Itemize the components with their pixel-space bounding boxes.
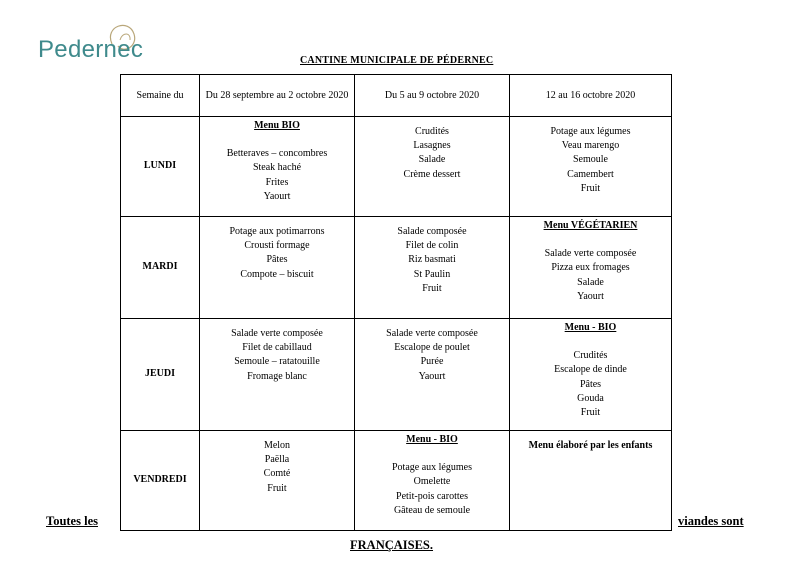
menu-item: Fromage blanc bbox=[247, 370, 307, 382]
week-label-cell: Semaine du bbox=[121, 75, 200, 117]
menu-item: Yaourt bbox=[263, 190, 291, 202]
menu-item: Fruit bbox=[422, 282, 442, 294]
menu-jeudi-w3 bbox=[510, 319, 672, 431]
menu-lundi-w3 bbox=[510, 117, 672, 217]
menu-item: Crousti formage bbox=[244, 240, 310, 252]
menu-item: Escalope de poulet bbox=[394, 342, 470, 354]
menu-item: Gâteau de semoule bbox=[393, 504, 471, 516]
menu-item: Compote – biscuit bbox=[240, 268, 314, 280]
footer-center-text: FRANÇAISES. bbox=[350, 538, 434, 552]
menu-item: Lasagnes bbox=[413, 140, 451, 152]
row-vendredi bbox=[121, 431, 672, 531]
menu-item: Semoule bbox=[573, 154, 608, 166]
menu-item: Salade verte composée bbox=[386, 328, 478, 339]
menu-item: Purée bbox=[420, 356, 444, 368]
menu-lundi-w1 bbox=[200, 117, 355, 217]
menu-label: Menu VÉGÉTARIEN bbox=[543, 220, 638, 231]
menu-item: Camembert bbox=[567, 168, 614, 180]
week-3-header: 12 au 16 octobre 2020 bbox=[510, 75, 672, 117]
menu-jeudi-w1 bbox=[200, 319, 355, 431]
menu-item: Pâtes bbox=[579, 378, 602, 390]
menu-table bbox=[120, 74, 672, 531]
row-lundi bbox=[121, 117, 672, 217]
menu-item: Potage aux potimarrons bbox=[229, 226, 325, 237]
day-lundi: LUNDI bbox=[121, 117, 200, 217]
day-jeudi: JEUDI bbox=[121, 319, 200, 431]
footer-right-text: viandes sont bbox=[678, 514, 744, 528]
week-1-header: Du 28 septembre au 2 octobre 2020 bbox=[200, 75, 355, 117]
menu-item: Salade verte composée bbox=[544, 248, 637, 260]
menu-label: Menu - BIO bbox=[564, 322, 617, 333]
menu-item: Salade composée bbox=[397, 226, 467, 237]
menu-item: Pâtes bbox=[266, 254, 288, 266]
menu-lundi-w2 bbox=[355, 117, 510, 217]
menu-item: Yaourt bbox=[418, 370, 446, 382]
page-title: CANTINE MUNICIPALE DE PÉDERNEC bbox=[300, 55, 494, 66]
menu-item: Potage aux légumes bbox=[550, 126, 631, 137]
menu-vendredi-w1 bbox=[200, 431, 355, 531]
menu-item: Salade bbox=[418, 154, 446, 166]
menu-vendredi-w2 bbox=[355, 431, 510, 531]
menu-item: Salade verte composée bbox=[231, 328, 323, 339]
menu-item: Semoule – ratatouille bbox=[234, 356, 320, 368]
menu-item: Filet de cabillaud bbox=[242, 342, 312, 354]
footer-left-text: Toutes les bbox=[46, 514, 98, 528]
menu-item: Yaourt bbox=[577, 290, 604, 302]
menu-item: Filet de colin bbox=[405, 240, 459, 252]
menu-item: Crudités bbox=[415, 126, 449, 137]
logo-text: Pedernec bbox=[38, 36, 144, 63]
menu-label: Menu BIO bbox=[254, 120, 300, 131]
menu-item: Fruit bbox=[580, 407, 601, 419]
menu-item: Potage aux légumes bbox=[392, 462, 472, 474]
menu-item: Pizza eux fromages bbox=[551, 262, 630, 274]
menu-item: Escalope de dinde bbox=[554, 364, 627, 376]
menu-item: Frites bbox=[265, 176, 289, 188]
menu-jeudi-w2 bbox=[355, 319, 510, 431]
menu-item: Riz basmati bbox=[408, 254, 456, 266]
row-jeudi bbox=[121, 319, 672, 431]
menu-item: Betteraves – concombres bbox=[226, 148, 328, 160]
menu-label: Menu - BIO bbox=[406, 434, 458, 445]
menu-item: Fruit bbox=[267, 482, 287, 494]
menu-item: Melon bbox=[263, 440, 291, 451]
menu-item: Petit-pois carottes bbox=[396, 490, 468, 502]
menu-item: Comté bbox=[263, 468, 291, 480]
menu-item: Paëlla bbox=[264, 454, 290, 466]
pedernec-logo bbox=[34, 16, 144, 66]
menu-item: Crème dessert bbox=[403, 168, 461, 180]
header-row bbox=[121, 75, 672, 117]
menu-item: Steak haché bbox=[252, 162, 302, 174]
row-mardi bbox=[121, 217, 672, 319]
menu-vendredi-w3 bbox=[510, 431, 672, 531]
menu-mardi-w3 bbox=[510, 217, 672, 319]
menu-item: Gouda bbox=[577, 392, 604, 404]
menu-item: Omelette bbox=[413, 476, 451, 488]
menu-item: Veau marengo bbox=[561, 140, 620, 152]
menu-label: Menu élaboré par les enfants bbox=[528, 440, 653, 451]
day-vendredi: VENDREDI bbox=[121, 431, 200, 531]
week-2-header: Du 5 au 9 octobre 2020 bbox=[355, 75, 510, 117]
menu-item: St Paulin bbox=[413, 268, 451, 280]
menu-mardi-w2 bbox=[355, 217, 510, 319]
menu-item: Salade bbox=[577, 276, 604, 288]
menu-item: Fruit bbox=[580, 182, 601, 194]
day-mardi: MARDI bbox=[121, 217, 200, 319]
menu-item: Crudités bbox=[573, 350, 608, 362]
menu-mardi-w1 bbox=[200, 217, 355, 319]
